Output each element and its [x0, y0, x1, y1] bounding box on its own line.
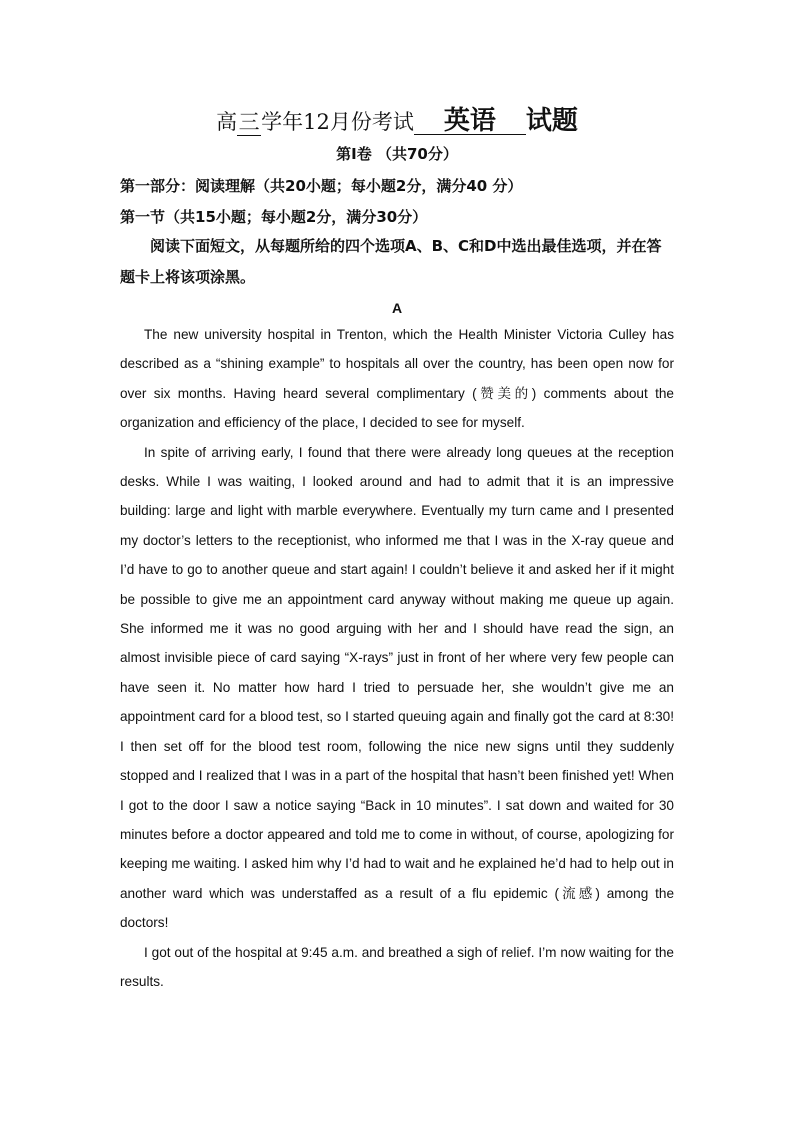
passage-body	[120, 320, 674, 996]
title-suffix: 试题	[525, 106, 578, 136]
title-prefix: 高	[216, 110, 238, 134]
grade-field: 三	[238, 110, 260, 134]
part1-heading: 第一部分：阅读理解（共20小题；每小题2分，满分40 分）	[120, 177, 523, 195]
title-middle: 学年12月份考试	[261, 110, 414, 134]
exam-title	[0, 100, 794, 136]
passage-paragraph: I got out of the hospital at 9:45 a.m. and breathed a sigh of relief. I’m now waiting for the results.	[120, 944, 674, 989]
subject-field: 英语	[414, 108, 526, 135]
instructions-text: 阅读下面短文，从每题所给的四个选项A、B、C和D中选出最佳选项，并在答题卡上将该项涂黑。	[120, 237, 662, 286]
section1-heading: 第一节（共15小题；每小题2分，满分30分）	[120, 208, 428, 226]
passage-label: A	[391, 300, 403, 316]
passage-paragraph: In spite of arriving early, I found that there were already long queues at the reception desks. While I was waiting, I looked around and had to admit that it is an impressive building: large and light with marble everywhere. Eventually my turn came and I presented my doctor’s letters to the receptionist, who informed me that I was in the X-ray queue and I’d have to go to another queue and start again! I couldn’t believe it and asked her if it might be possible to give me an appointment card anyway without making me queue up again. She informed me it was no good arguing with her and I should have read the sign, an almost invisible piece of card saying “X-rays” just in front of her where very few people can have seen it. No matter how hard I tried to persuade her, she wouldn’t give me an appointment card for a blood test, so I started queuing again and finally got the card at 8:30! I then set off for the blood test room, following the nice new signs until they suddenly stopped and I realized that I was in a part of the hospital that hasn’t been finished yet! When I got to the door I saw a notice saying “Back in 10 minutes”. I sat down and waited for 30 minutes before a doctor appeared and told me to come in without, of course, apologizing for keeping me waiting. I asked him why I’d had to wait and he explained he’d had to help out in another ward which was understaffed as a result of a flu epidemic (流感) among the doctors!	[120, 444, 674, 931]
passage-paragraph: The new university hospital in Trenton, which the Health Minister Victoria Culley has described as a “shining example” to hospitals all over the country, has been open now for over six months. Having heard several complimentary (赞美的) comments about the organization and efficiency of the place, I decided to see for myself.	[120, 327, 674, 431]
instructions	[120, 231, 675, 293]
volume-label: 第Ⅰ卷 （共70分）	[336, 145, 458, 163]
